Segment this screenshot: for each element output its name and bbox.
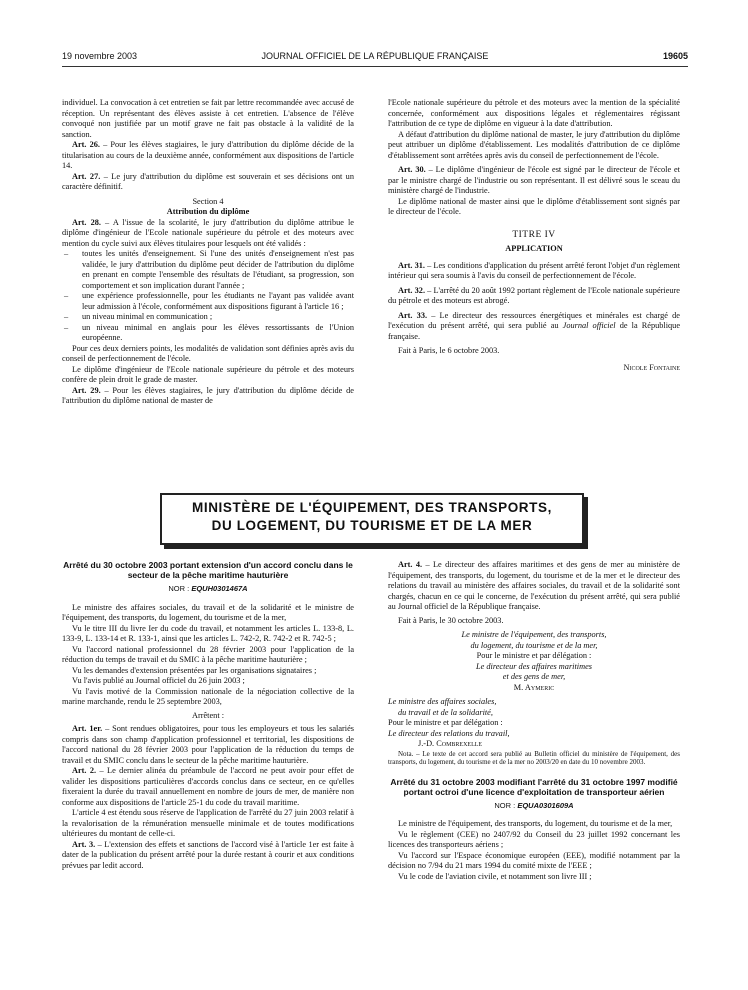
journal-title: JOURNAL OFFICIEL DE LA RÉPUBLIQUE FRANÇAISE <box>261 51 489 61</box>
header-rule <box>62 66 688 67</box>
article-27: Art. 27. – Le jury d'attribution du diplôme est souverain et ses décisions ont un caractère définitif. <box>62 171 354 191</box>
paragraph: L'article 4 est étendu sous réserve de l'application de l'arrêté du 27 juin 2003 relatif à la revalorisation de la rémunération mensuelle minimale et de toutes modifications ultérieures du montant de celle-ci. <box>62 808 354 838</box>
nota: Nota. – Le texte de cet accord sera publié au Bulletin officiel du ministère de l'équipement, des transports, du logement, du tourisme et de la mer no 2003/20 en date du 10 novembre 2003. <box>388 749 680 766</box>
top-right-column <box>388 98 680 373</box>
top-left-column <box>62 98 354 407</box>
decree-title-2: Arrêté du 31 octobre 2003 modifiant l'arrêté du 31 octobre 1997 modifié portant octroi d'une licence d'exploitation de transporteur aérien <box>390 776 678 797</box>
paragraph: l'Ecole nationale supérieure du pétrole et des moteurs avec la mention de la spécialité concernée, conformément aux dispositions légales et réglementaires régissant l'attribution de ce type de diplôme en vigueur à la date d'attribution. <box>388 98 680 128</box>
signature-block-1: Le ministre de l'équipement, des transports, du logement, du tourisme et de la mer, Pour le ministre et par délégation : Le directeur des affaires maritimes et des gens de mer, M. Aymeric <box>388 630 680 693</box>
page-number: 19605 <box>662 51 688 61</box>
article-29: Art. 29. – Pour les élèves stagiaires, le jury d'attribution du diplôme décide de l'attribution du diplôme national de master de <box>62 385 354 405</box>
ministry-banner <box>160 493 584 545</box>
fait-a-paris: Fait à Paris, le 30 octobre 2003. <box>398 615 504 625</box>
paragraph: Vu l'avis motivé de la Commission nationale de la négociation collective de la marine marchande, rendu le 25 septembre 2003, <box>62 686 354 706</box>
list-item: – une expérience professionnelle, pour les étudiants ne l'ayant pas validée avant leur admission à l'école, conformément aux dispositions figurant à l'article 16 ; <box>82 291 354 312</box>
list-item: – toutes les unités d'enseignement. Si l'une des unités d'enseignement n'est pas validée, le jury d'attribution du diplôme peut décider de l'attribution du diplôme en prenant en compte l'ensemble des résultats de l'étudiant, sa progression, son comportement et son implication durant l'année ; <box>82 249 354 291</box>
paragraph: Le diplôme national de master ainsi que le diplôme d'établissement sont signés par le directeur de l'école. <box>388 196 680 216</box>
paragraph: Vu les demandes d'extension présentées par les organisations signataires ; <box>72 665 317 675</box>
article-3: Art. 3. – L'extension des effets et sanctions de l'accord visé à l'article 1er est faite à dater de la publication du présent arrêté pour la durée restant à courir et aux conditions prévues par ledit accord. <box>62 839 354 870</box>
paragraph: A défaut d'attribution du diplôme national de master, le jury d'attribution du diplôme peut attribuer un diplôme d'établissement. Les modalités d'attribution de ce diplôme d'établissement sont arrêtées après avis du conseil de perfectionnement de l'école. <box>388 129 680 160</box>
article-32: Art. 32. – L'arrêté du 20 août 1992 portant règlement de l'Ecole nationale supérieure du pétrole et des moteurs est abrogé. <box>388 285 680 305</box>
signatory-name: M. Aymeric <box>513 682 555 692</box>
paragraph: Vu le code de l'aviation civile, et notamment son livre III ; <box>398 871 592 881</box>
titre-heading: TITRE IV <box>512 229 556 240</box>
article-28: Art. 28. – A l'issue de la scolarité, le jury d'attribution du diplôme attribue le diplôme d'ingénieur de l'Ecole nationale supérieure du pétrole et des moteurs avec mention du cycle suivi aux élèves titulaires pour lesquels ont été validés : <box>62 217 354 248</box>
nor-reference-2: NOR : EQUA0301609A <box>494 800 574 810</box>
list-item: – un niveau minimal en communication ; <box>82 312 354 323</box>
signature-block-2: Le ministre des affaires sociales, du travail et de la solidarité, Pour le ministre et par délégation : Le directeur des relations du travail, J.-D. Combrexelle <box>388 697 680 750</box>
paragraph: Vu le titre III du livre Ier du code du travail, et notamment les articles L. 133-8, L. 133-9, L. 133-14 et R. 133-1, ainsi que les articles L. 742-2, R. 742-2 et R. 742-5 ; <box>62 623 354 643</box>
paragraph: Vu l'avis publié au Journal officiel du 26 juin 2003 ; <box>72 676 245 685</box>
article-2: Art. 2. – Le dernier alinéa du préambule de l'accord ne peut avoir pour effet de valider les dispositions particulières d'accords conclus dans ce secteur, en ce qu'elles fixeraient la durée du travail annuellement en nombre de jours de mer, de manière non conforme aux dispositions de l'article 25-1 du code du travail maritime. <box>62 766 354 807</box>
paragraph: Pour ces deux derniers points, les modalités de validation sont définies après avis du conseil de perfectionnement de l'école. <box>62 343 354 363</box>
paragraph: Le ministre des affaires sociales, du travail et de la solidarité et le ministre de l'équipement, des transports, du logement, du tourisme et de la mer, <box>62 602 354 622</box>
paragraph: Vu l'accord national professionnel du 28 février 2003 pour l'application de la réduction du temps de travail et du SMIC à la pêche maritime hauturière ; <box>62 644 354 664</box>
bottom-right-column <box>388 560 680 882</box>
header-date: 19 novembre 2003 <box>62 51 138 61</box>
application-heading: APPLICATION <box>505 244 563 253</box>
paragraph: individuel. La convocation à cet entretien se fait par lettre recommandée avec accusé de réception. Un représentant des élèves assiste à cet entretien. L'absence de l'élève convoqué non justifiée par un motif grave ne fait pas obstacle à la validité de la sanction. <box>62 98 354 139</box>
bottom-left-column <box>62 560 354 871</box>
ministry-line-2: DU LOGEMENT, DU TOURISME ET DE LA MER <box>211 518 533 533</box>
paragraph: Vu l'accord sur l'Espace économique européen (EEE), modifié notamment par la décision no 7/94 du 21 mars 1994 du comité mixte de l'EEE ; <box>388 850 680 870</box>
article-4: Art. 4. – Le directeur des affaires maritimes et des gens de mer au ministère de l'équipement, des transports, du logement, du tourisme et de la mer et le directeur des relations du travail au ministère des affaires sociales, du travail et de la solidarité sont chargés, chacun en ce qui le concerne, de l'exécution du présent arrêté, qui sera publié au Journal officiel de la République française. <box>388 560 680 611</box>
list-item: – un niveau minimal en anglais pour les élèves ressortissants de l'Union européenne. <box>82 323 354 344</box>
bullet-list <box>62 249 354 344</box>
nor-reference: NOR : EQUH0301467A <box>168 584 248 593</box>
paragraph: Vu le règlement (CEE) no 2407/92 du Conseil du 23 juillet 1992 concernant les licences des transporteurs aériens ; <box>388 829 680 849</box>
article-1: Art. 1er. – Sont rendues obligatoires, pour tous les employeurs et tous les salariés compris dans son champ d'application professionnel et territorial, les dispositions de l'accord national du 28 février 2003 pour l'application de la réduction du temps de travail et du SMIC conclu dans le secteur de la pêche maritime hauturière. <box>62 724 354 765</box>
decree-title: Arrêté du 30 octobre 2003 portant extension d'un accord conclu dans le secteur de la pêche maritime hauturière <box>63 560 353 580</box>
signature: Nicole Fontaine <box>623 362 680 372</box>
page-header <box>62 51 688 65</box>
article-26: Art. 26. – Pour les élèves stagiaires, le jury d'attribution du diplôme décide de la titularisation au cours de la deuxième année, conformément aux dispositions de l'article 14. <box>62 140 354 170</box>
paragraph: Le ministre de l'équipement, des transports, du logement, du tourisme et de la mer, <box>398 819 673 828</box>
section-heading: Section 4 <box>192 196 224 206</box>
arretent: Arrêtent : <box>191 710 225 720</box>
article-31: Art. 31. – Les conditions d'application du présent arrêté feront l'objet d'un règlement intérieur qui sera soumis à l'avis du conseil de perfectionnement de l'école. <box>388 260 680 280</box>
article-30: Art. 30. – Le diplôme d'ingénieur de l'école est signé par le directeur de l'école et par le ministre chargé de l'industrie ou son représentant. Il est délivré sous le sceau du ministère chargé de l'industrie. <box>388 165 680 195</box>
signatory-name: J.-D. Combrexelle <box>418 739 483 748</box>
section-title: Attribution du diplôme <box>166 207 250 216</box>
paragraph: Le diplôme d'ingénieur de l'Ecole nationale supérieure du pétrole et des moteurs confère de plein droit le grade de master. <box>62 364 354 384</box>
ministry-line-1: MINISTÈRE DE L'ÉQUIPEMENT, DES TRANSPORTS, <box>192 500 552 515</box>
fait-a-paris: Fait à Paris, le 6 octobre 2003. <box>398 346 500 355</box>
article-33: Art. 33. – Le directeur des ressources énergétiques et minérales est chargé de l'exécution du présent arrêté, qui sera publié au Journal officiel de la République française. <box>388 310 680 341</box>
